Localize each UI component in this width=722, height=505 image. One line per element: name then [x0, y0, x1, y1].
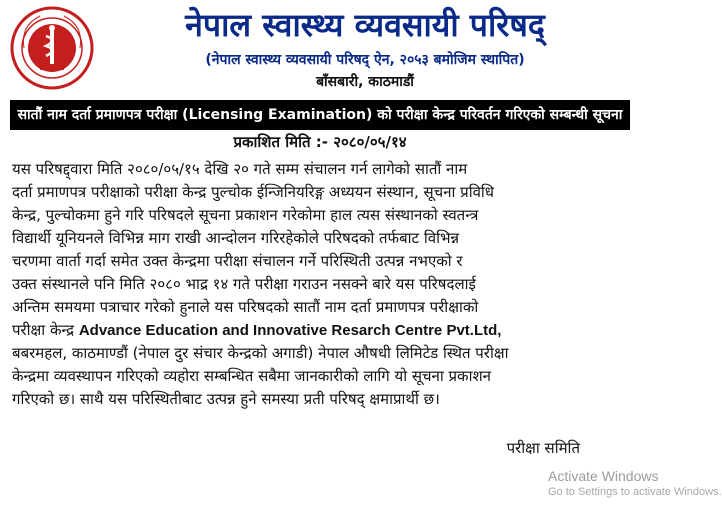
body-line: केन्द्र, पुल्चोकमा हुने गरि परिषदले सूचना प्रकाशन गरेकोमा हाल त्यस संस्थानको स्वतन्त्र	[12, 206, 479, 224]
signature: परीक्षा समिति	[506, 439, 580, 457]
body-line: केन्द्रमा व्यवस्थापन गरिएको व्यहोरा सम्बन्धित सबैमा जानकारीको लागि यो सूचना प्रकाशन	[12, 367, 491, 385]
council-emblem-logo	[10, 6, 94, 90]
activate-windows-subtext: Go to Settings to activate Windows.	[548, 486, 722, 498]
establishment-subtitle: (नेपाल स्वास्थ्य व्यवसायी परिषद् ऐन, २०५३ बमोजिम स्थापित)	[205, 52, 525, 68]
body-line: दर्ता प्रमाणपत्र परीक्षाको परीक्षा केन्द्र पुल्चोक ईन्जिनियरिङ्ग अध्ययन संस्थान, सूचना प्रविधि	[12, 183, 495, 201]
body-line-prefix: परीक्षा केन्द्र	[12, 321, 79, 339]
notice-body	[12, 158, 612, 411]
body-line: गरिएको छ। साथै यस परिस्थितीबाट उत्पन्न हुने समस्या प्रती परिषद् क्षमाप्रार्थी छ।	[12, 390, 440, 408]
address: बाँसबारी, काठमाडौं	[316, 74, 414, 90]
published-date: प्रकाशित मिति :- २०८०/०५/१४	[233, 133, 407, 151]
exam-centre-name: Advance Education and Innovative Resarch Centre Pvt.Ltd,	[78, 322, 502, 339]
body-line: चरणमा वार्ता गर्दा समेत उक्त केन्द्रमा परीक्षा संचालन गर्ने परिस्थिती उत्पन्न नभएको र	[12, 252, 463, 270]
body-line: अन्तिम समयमा पत्राचार गरेको हुनाले यस परिषदको सातौं नाम दर्ता प्रमाणपत्र परीक्षाको	[12, 298, 479, 316]
body-line: उक्त संस्थानले पनि मिति २०८० भाद्र १४ गते परीक्षा गराउन नसक्ने बारे यस परिषदलाई	[12, 275, 476, 293]
body-line	[12, 319, 612, 342]
body-line: यस परिषद्द्वारा मिति २०८०/०५/१५ देखि २० गते सम्म संचालन गर्न लागेको सातौं नाम	[12, 160, 468, 178]
body-line: बबरमहल, काठमाण्डौं (नेपाल दुर संचार केन्द्रको अगाडी) नेपाल औषधी लिमिटेड स्थित परीक्षा	[12, 344, 509, 362]
activate-windows-watermark: Activate Windows	[548, 468, 659, 484]
body-line: विद्यार्थी यूनियनले विभिन्न माग राखी आन्दोलन गरिरहेकोले परिषदको तर्फबाट विभिन्न	[12, 229, 460, 247]
notice-banner: सातौं नाम दर्ता प्रमाणपत्र परीक्षा (Licensing Examination) को परीक्षा केन्द्र परिवर्तन गरिएको सम्बन्धी सूचना	[10, 100, 630, 130]
page-title: नेपाल स्वास्थ्य व्यवसायी परिषद्	[185, 6, 545, 44]
